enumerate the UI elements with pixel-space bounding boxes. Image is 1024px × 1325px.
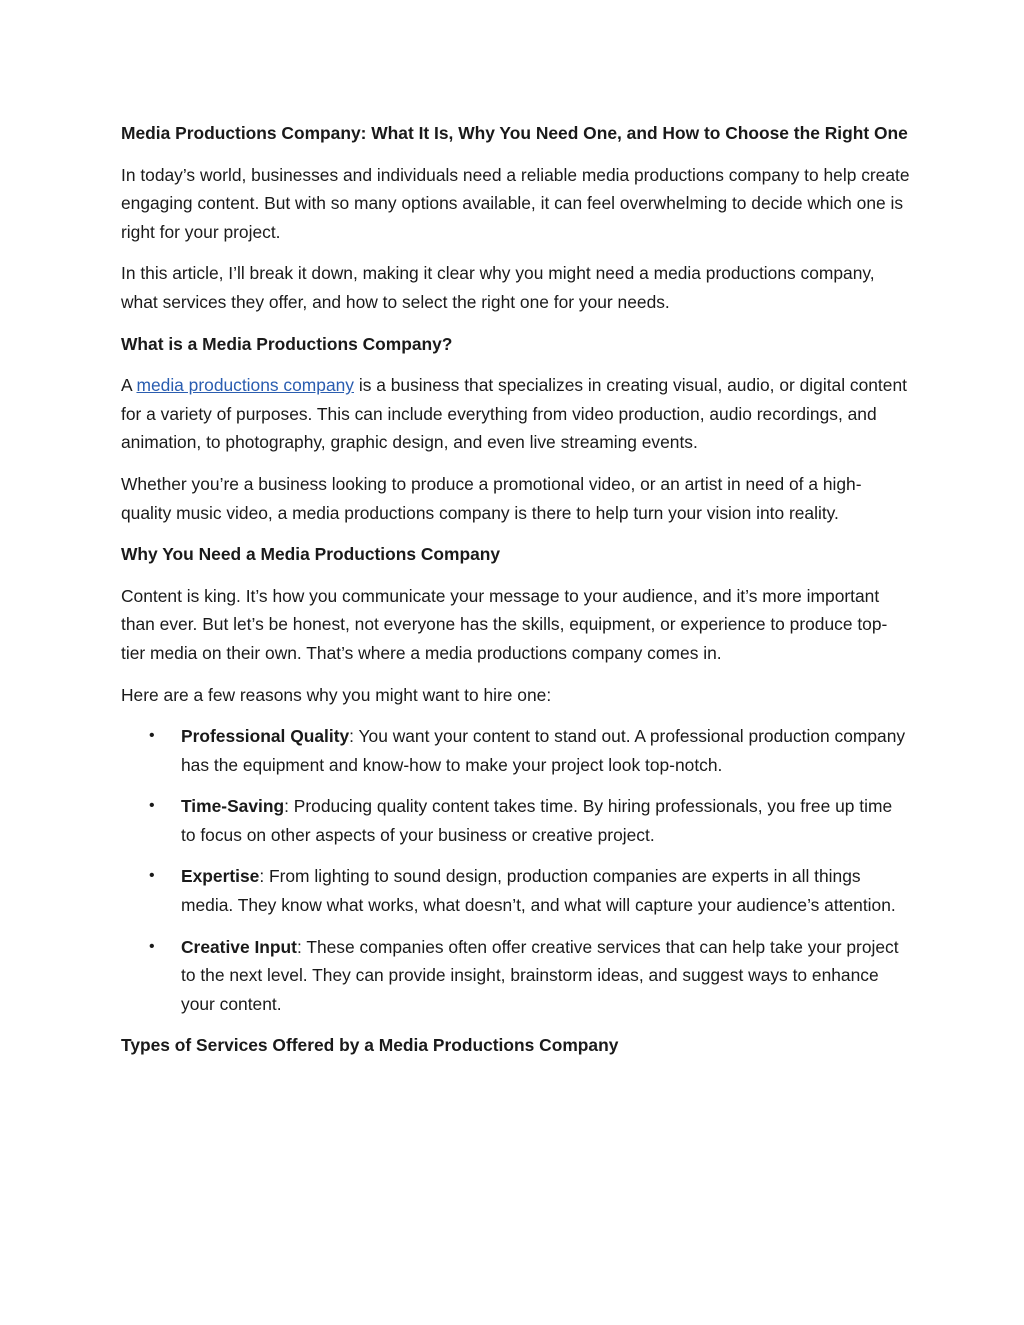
what-paragraph-2: Whether you’re a business looking to produce a promotional video, or an artist in need of a high-quality music video, a media productions company is there to help turn your vision into reality. xyxy=(121,473,862,523)
list-item xyxy=(149,792,911,849)
bullet-icon: • xyxy=(149,797,155,815)
list-item-term: Creative Input xyxy=(181,936,297,957)
document-title: Media Productions Company: What It Is, Why You Need One, and How to Choose the Right One xyxy=(121,123,908,143)
list-item xyxy=(149,722,911,779)
heading-types-of-services: Types of Services Offered by a Media Productions Company xyxy=(121,1035,619,1056)
reasons-list xyxy=(121,722,911,1018)
document-page xyxy=(121,119,911,1073)
list-item xyxy=(149,933,911,1019)
list-item-text: : Producing quality content takes time. By hiring professionals, you free up time to focus on other aspects of your business or creative project. xyxy=(181,796,893,845)
what-paragraph-1-prefix: A xyxy=(121,375,137,396)
list-item-text: : From lighting to sound design, production companies are experts in all things media. They know what works, what doesn’t, and what will capture your audience’s attention. xyxy=(181,866,896,916)
media-productions-company-link[interactable]: media productions company xyxy=(136,375,354,396)
what-paragraph-1-rest: is a business that specializes in creating visual, audio, or digital content for a variety of purposes. This can include everything from video production, audio recordings, and animation, to photography, graphic design, and even live streaming events. xyxy=(121,375,907,453)
list-item-term: Professional Quality xyxy=(181,726,350,747)
why-paragraph-2: Here are a few reasons why you might want to hire one: xyxy=(121,684,552,705)
why-paragraph-1: Content is king. It’s how you communicate your message to your audience, and it’s more important than ever. But let’s be honest, not everyone has the skills, equipment, or experience to produce top-tier media on their own. That’s where a media productions company comes in. xyxy=(121,585,888,663)
list-item-term: Expertise xyxy=(181,866,260,887)
list-item-term: Time-Saving xyxy=(181,796,285,817)
list-item-text: : You want your content to stand out. A professional production company has the equipment and know-how to make your project look top-notch. xyxy=(181,726,906,775)
list-item-text: : These companies often offer creative services that can help take your project to the next level. They can provide insight, brainstorm ideas, and suggest ways to enhance your content. xyxy=(181,936,899,1014)
what-paragraph-1 xyxy=(121,371,911,457)
bullet-icon: • xyxy=(149,937,155,955)
bullet-icon: • xyxy=(149,867,155,885)
intro-paragraph-2: In this article, I’ll break it down, making it clear why you might need a media productions company, what services they offer, and how to select the right one for your needs. xyxy=(121,263,875,312)
bullet-icon: • xyxy=(149,727,155,745)
intro-paragraph-1: In today’s world, businesses and individuals need a reliable media productions company to help create engaging content. But with so many options available, it can feel overwhelming to decide which one is right for your project. xyxy=(121,164,910,242)
list-item xyxy=(149,862,911,919)
heading-what-is: What is a Media Productions Company? xyxy=(121,333,453,354)
heading-why-need: Why You Need a Media Productions Company xyxy=(121,544,501,565)
